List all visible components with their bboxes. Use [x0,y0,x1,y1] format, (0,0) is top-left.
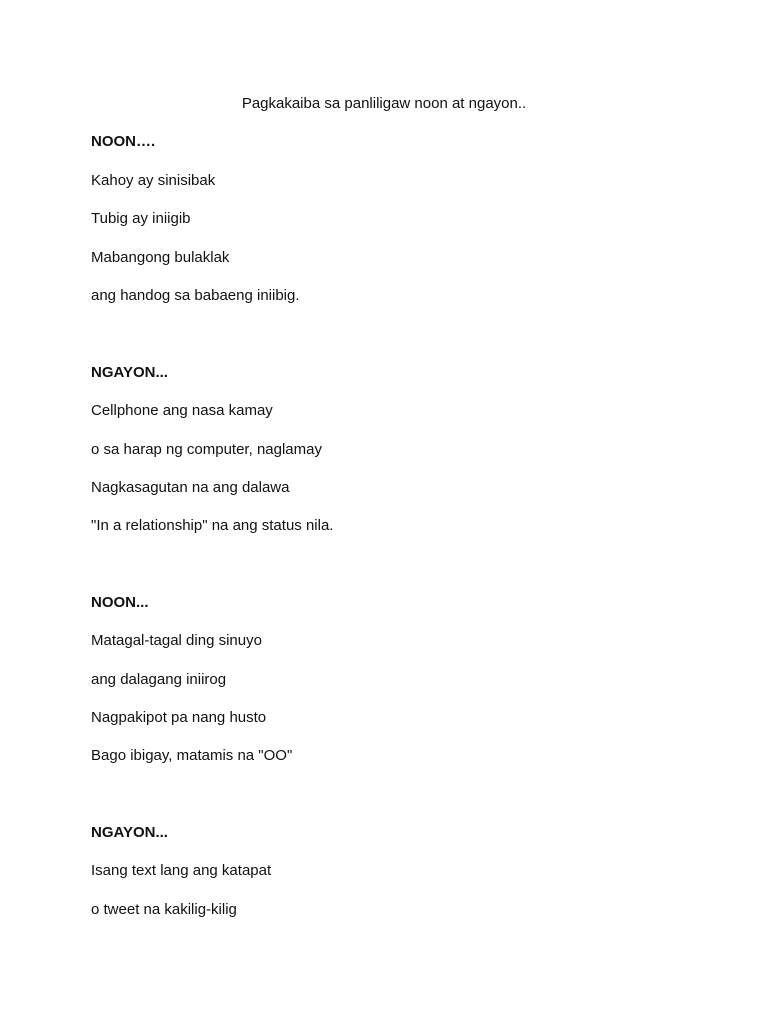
poem-line: Bago ibigay, matamis na "OO" [91,747,293,764]
poem-line: Nagkasagutan na ang dalawa [91,479,290,496]
stanza-heading: NOON…. [91,133,156,150]
stanza-heading: NGAYON... [91,824,168,841]
poem-line: Cellphone ang nasa kamay [91,402,273,419]
document-title: Pagkakaiba sa panliligaw noon at ngayon.. [241,95,527,112]
poem-line: Kahoy ay sinisibak [91,172,216,189]
stanza-heading: NOON... [91,594,149,611]
poem-line: o tweet na kakilig-kilig [91,901,237,918]
poem-line: o sa harap ng computer, naglamay [91,441,322,458]
poem-line: Mabangong bulaklak [91,249,230,266]
stanza-heading: NGAYON... [91,364,168,381]
poem-line: ang dalagang iniirog [91,671,227,688]
poem-line: Matagal-tagal ding sinuyo [91,632,262,649]
poem-line: Nagpakipot pa nang husto [91,709,267,726]
poem-line: ang handog sa babaeng iniibig. [91,287,300,304]
poem-line: "In a relationship" na ang status nila. [91,517,334,534]
poem-line: Tubig ay iniigib [91,210,191,227]
poem-line: Isang text lang ang katapat [91,862,272,879]
